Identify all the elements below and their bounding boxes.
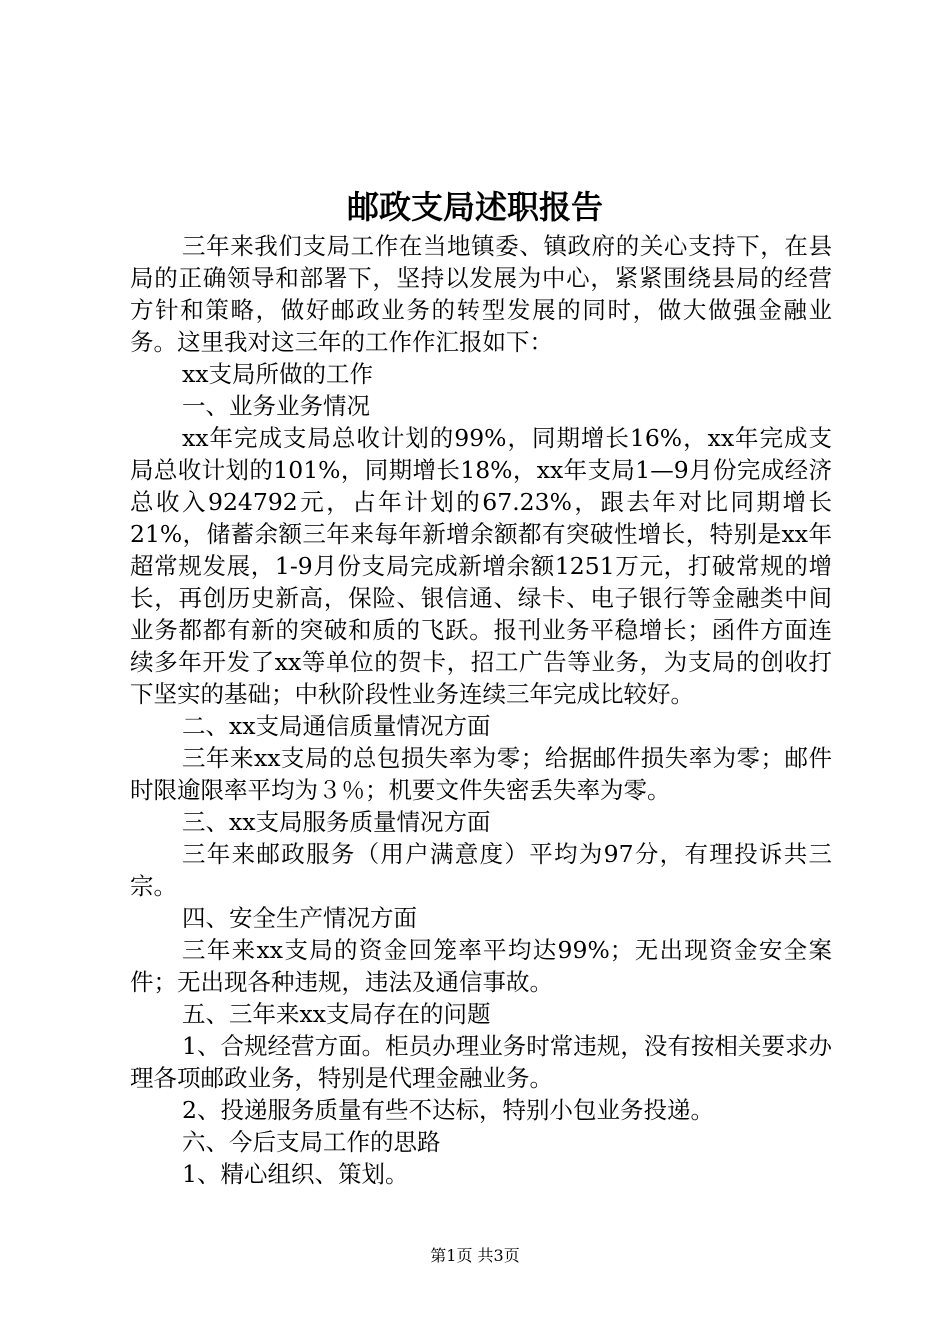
section-heading: 二、xx支局通信质量情况方面 xyxy=(182,712,491,740)
paragraph: 三年来xx支局的资金回笼率平均达99%；无出现资金安全案件；无出现各种违规，违法及通信事故。 xyxy=(130,936,832,996)
paragraph: xx年完成支局总收计划的99%，同期增长16%，xx年完成支局总收计划的101%，同期增长18%，xx年支局1—9月份完成经济总收入924792元，占年计划的67.23%，跟去年对比同期增长21%，储蓄余额三年来每年新增余额都有突破性增长，特别是xx年超常规发展，1-9月份支局完成新增余额1251万元，打破常规的增长，再创历史新高，保险、银信通、绿卡、电子银行等金融类中间业务都都有新的突破和质的飞跃。报刊业务平稳增长；函件方面连续多年开发了xx等单位的贺卡，招工广告等业务，为支局的创收打下坚实的基础；中秋阶段性业务连续三年完成比较好。 xyxy=(130,424,832,708)
paragraph: 三年来邮政服务（用户满意度）平均为97分，有理投诉共三宗。 xyxy=(130,840,832,900)
section-heading: 三、xx支局服务质量情况方面 xyxy=(182,808,491,836)
section-heading: 四、安全生产情况方面 xyxy=(182,904,417,932)
paragraph: 三年来xx支局的总包损失率为零；给据邮件损失率为零；邮件时限逾限率平均为３％；机要文件失密丢失率为零。 xyxy=(130,744,832,804)
document-body xyxy=(130,230,832,1190)
page-footer: 第1页 共3页 xyxy=(430,1246,520,1265)
paragraph-intro: 三年来我们支局工作在当地镇委、镇政府的关心支持下，在县局的正确领导和部署下，坚持以发展为中心，紧紧围绕县局的经营方针和策略，做好邮政业务的转型发展的同时，做大做强金融业务。这里我对这三年的工作作汇报如下： xyxy=(130,232,832,356)
paragraph: 2、投递服务质量有些不达标，特别小包业务投递。 xyxy=(182,1096,714,1124)
section-heading: 一、业务业务情况 xyxy=(182,392,370,420)
paragraph: 1、精心组织、策划。 xyxy=(182,1160,409,1188)
section-heading: 六、今后支局工作的思路 xyxy=(182,1128,441,1156)
document-title: 邮政支局述职报告 xyxy=(346,188,603,226)
paragraph: 1、合规经营方面。柜员办理业务时常违规，没有按相关要求办理各项邮政业务，特别是代理金融业务。 xyxy=(130,1032,832,1092)
section-heading: 五、三年来xx支局存在的问题 xyxy=(182,1000,491,1028)
section-heading: xx支局所做的工作 xyxy=(182,360,374,388)
